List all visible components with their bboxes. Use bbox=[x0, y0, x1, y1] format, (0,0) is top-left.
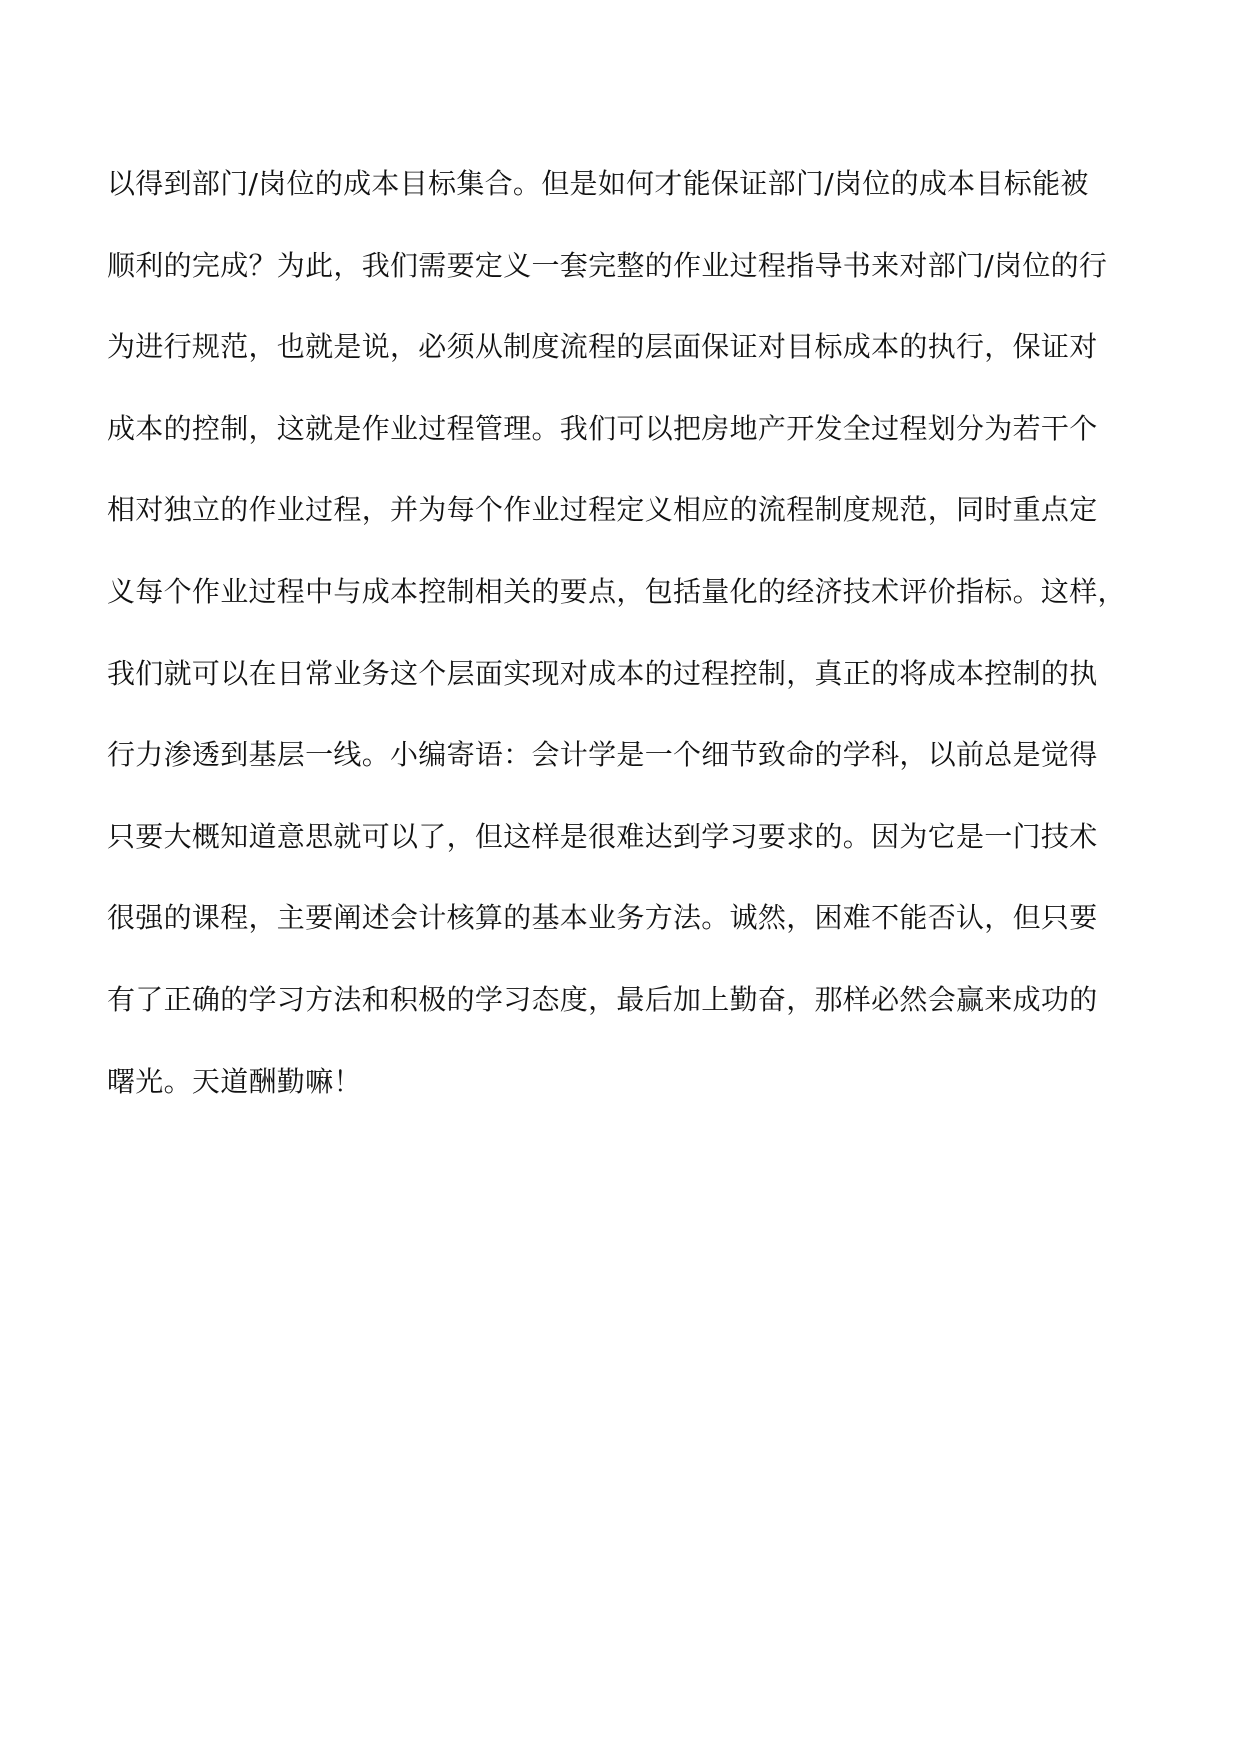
paragraph-line: 顺利的完成？为此，我们需要定义一套完整的作业过程指导书来对部门/岗位的行 bbox=[107, 248, 1108, 282]
paragraph-line: 有了正确的学习方法和积极的学习态度，最后加上勤奋，那样必然会赢来成功的 bbox=[107, 982, 1098, 1016]
paragraph-line: 成本的控制，这就是作业过程管理。我们可以把房地产开发全过程划分为若干个 bbox=[107, 411, 1098, 445]
paragraph-line: 我们就可以在日常业务这个层面实现对成本的过程控制，真正的将成本控制的执 bbox=[107, 656, 1098, 690]
paragraph-line: 以得到部门/岗位的成本目标集合。但是如何才能保证部门/岗位的成本目标能被 bbox=[107, 167, 1089, 200]
paragraph-line: 相对独立的作业过程，并为每个作业过程定义相应的流程制度规范，同时重点定 bbox=[107, 493, 1098, 527]
paragraph-line: 为进行规范，也就是说，必须从制度流程的层面保证对目标成本的执行，保证对 bbox=[107, 330, 1098, 364]
paragraph-line: 行力渗透到基层一线。小编寄语：会计学是一个细节致命的学科，以前总是觉得 bbox=[107, 738, 1098, 772]
body-paragraph bbox=[107, 168, 1142, 1147]
paragraph-line: 只要大概知道意思就可以了，但这样是很难达到学习要求的。因为它是一门技术 bbox=[107, 819, 1098, 853]
paragraph-line: 义每个作业过程中与成本控制相关的要点，包括量化的经济技术评价指标。这样， bbox=[107, 574, 1126, 608]
paragraph-line: 很强的课程，主要阐述会计核算的基本业务方法。诚然，困难不能否认，但只要 bbox=[107, 901, 1098, 935]
paragraph-line: 曙光。天道酬勤嘛！ bbox=[107, 1064, 362, 1098]
